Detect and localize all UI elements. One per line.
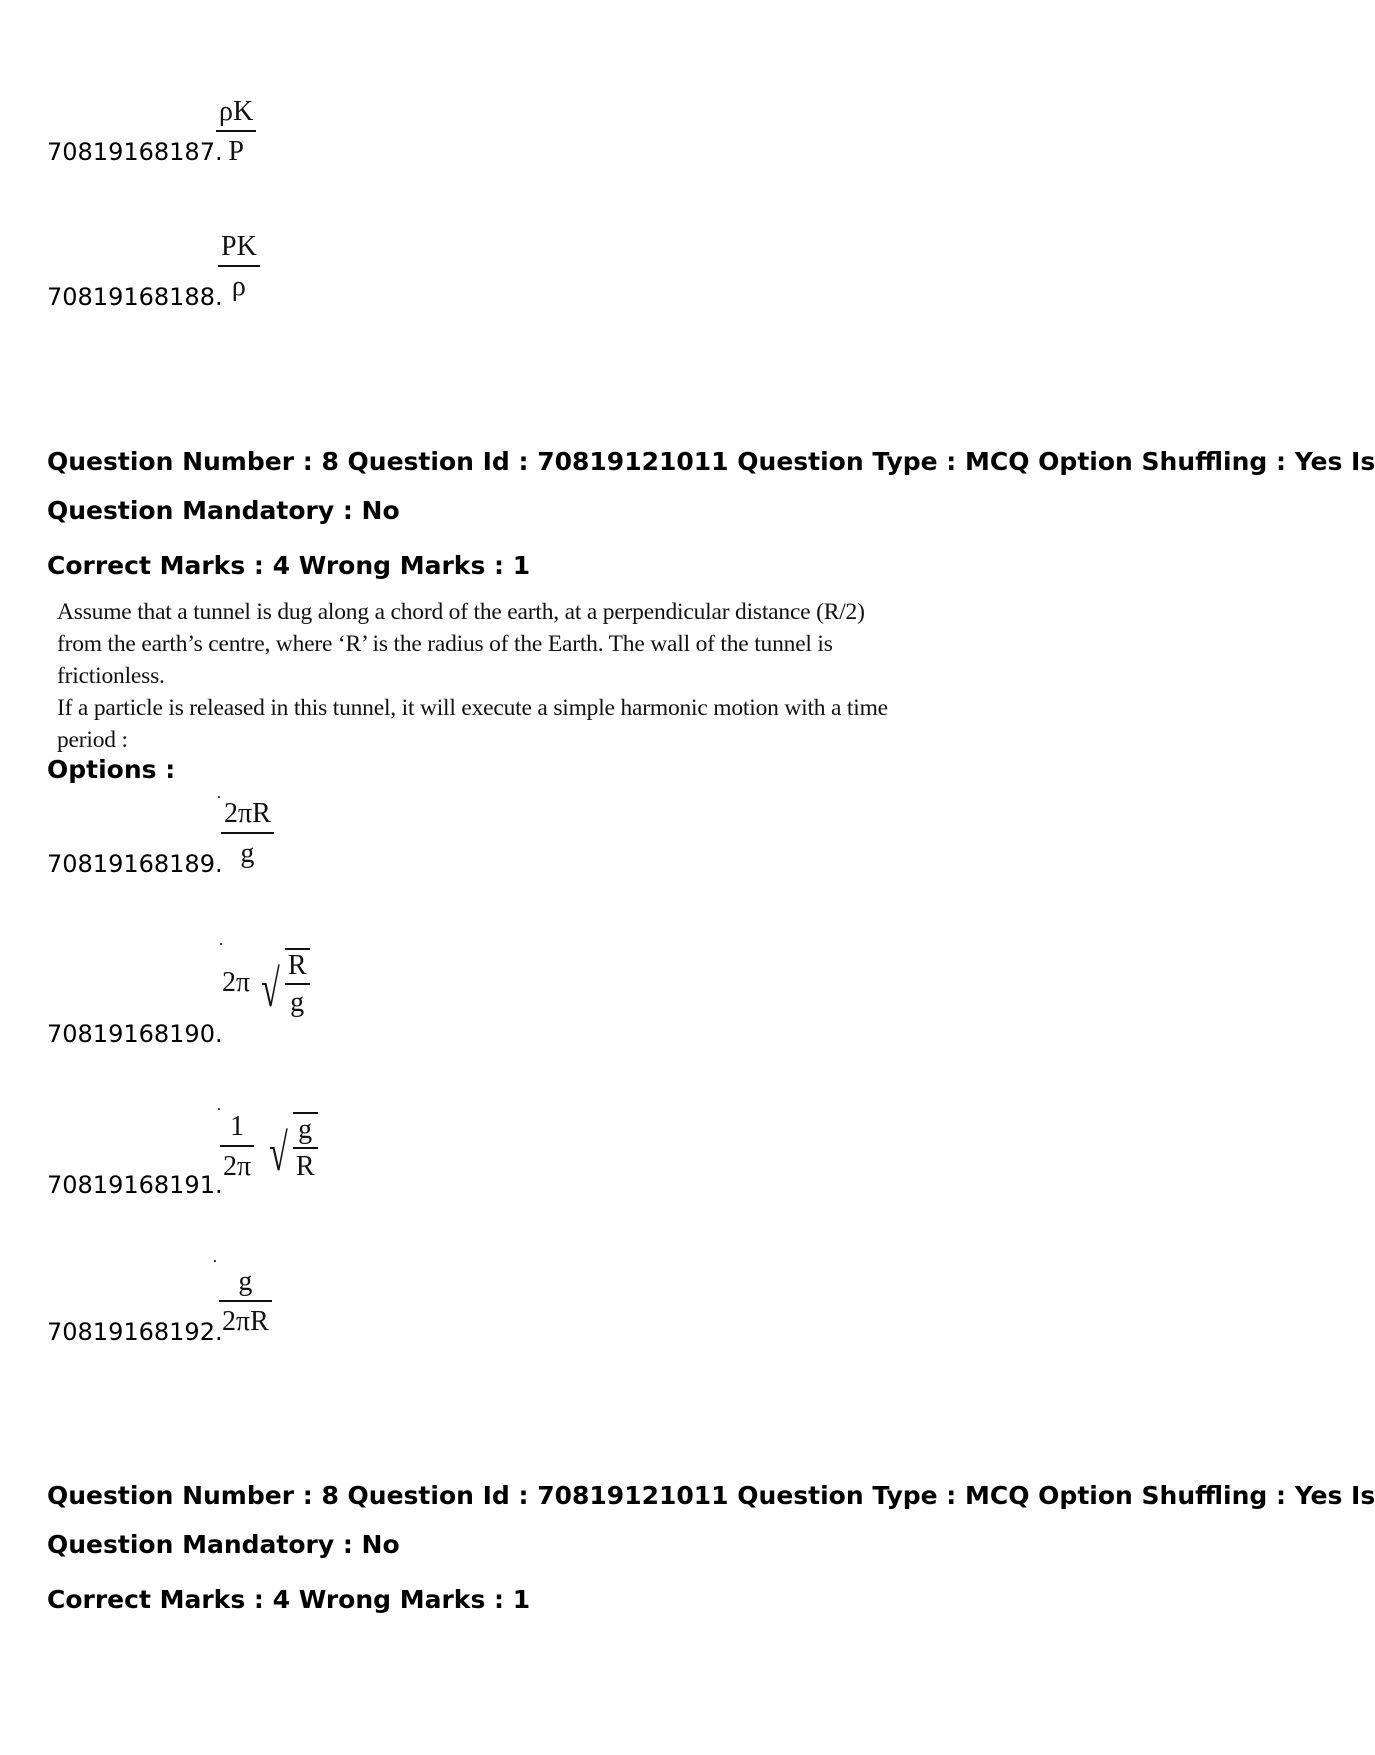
option-formula	[218, 233, 260, 301]
formula-numerator: 1	[220, 1113, 254, 1147]
question-header: Question Number : 8 Question Id : 70819121011 Question Type : MCQ Option Shuffling : Yes Is	[47, 447, 1375, 476]
formula-denominator: g	[240, 838, 255, 869]
question-text-line: If a particle is released in this tunnel, it will execute a simple harmonic motion with a time	[57, 695, 888, 721]
question-mandatory: Question Mandatory : No	[47, 496, 400, 525]
option-id: 70819168189.	[47, 850, 223, 878]
radical-sign: √	[269, 1125, 288, 1183]
option-id: 70819168187.	[47, 138, 223, 166]
question-header: Question Number : 8 Question Id : 70819121011 Question Type : MCQ Option Shuffling : Yes Is	[47, 1481, 1375, 1510]
radical-sign: √	[261, 961, 280, 1019]
formula-numerator: ρK	[216, 98, 256, 132]
question-marks: Correct Marks : 4 Wrong Marks : 1	[47, 1585, 531, 1614]
option-id: 70819168188.	[47, 283, 223, 311]
radical-content	[285, 948, 310, 1017]
option-id: 70819168190.	[47, 1020, 223, 1048]
scan-dot	[218, 1108, 220, 1110]
option-formula	[221, 800, 274, 868]
formula-numerator: PK	[218, 233, 260, 267]
option-id: 70819168192.	[47, 1318, 223, 1346]
radical-content	[293, 1112, 318, 1181]
scan-dot	[218, 796, 220, 798]
radical	[269, 1112, 317, 1181]
option-id: 70819168191.	[47, 1171, 223, 1199]
formula-denominator: P	[228, 136, 244, 167]
formula-denominator: 2π	[223, 1150, 252, 1182]
radical	[261, 948, 309, 1017]
question-text	[57, 596, 937, 756]
option-formula	[219, 1268, 272, 1336]
formula-denominator: 2πR	[222, 1306, 269, 1337]
formula-numerator: 2πR	[221, 800, 274, 834]
question-text-line: period :	[57, 727, 128, 753]
scan-dot	[214, 1260, 216, 1262]
formula-coefficient: 2π	[222, 966, 251, 998]
formula-numerator: R	[285, 950, 310, 985]
option-formula	[220, 1112, 318, 1181]
question-marks: Correct Marks : 4 Wrong Marks : 1	[47, 551, 531, 580]
question-text-line: from the earth’s centre, where ‘R’ is the radius of the Earth. The wall of the tunnel is frictionless.	[57, 631, 833, 689]
formula-numerator: g	[293, 1114, 318, 1149]
formula-denominator: g	[290, 987, 305, 1018]
question-mandatory: Question Mandatory : No	[47, 1530, 400, 1559]
option-formula	[222, 948, 310, 1017]
fraction	[220, 1110, 254, 1182]
formula-denominator: ρ	[231, 271, 246, 302]
scan-dot	[220, 943, 222, 945]
formula-denominator: R	[295, 1151, 315, 1182]
question-text-line: Assume that a tunnel is dug along a chord of the earth, at a perpendicular distance (R/2)	[57, 599, 865, 625]
formula-numerator: g	[219, 1268, 272, 1302]
options-label: Options :	[47, 755, 176, 784]
